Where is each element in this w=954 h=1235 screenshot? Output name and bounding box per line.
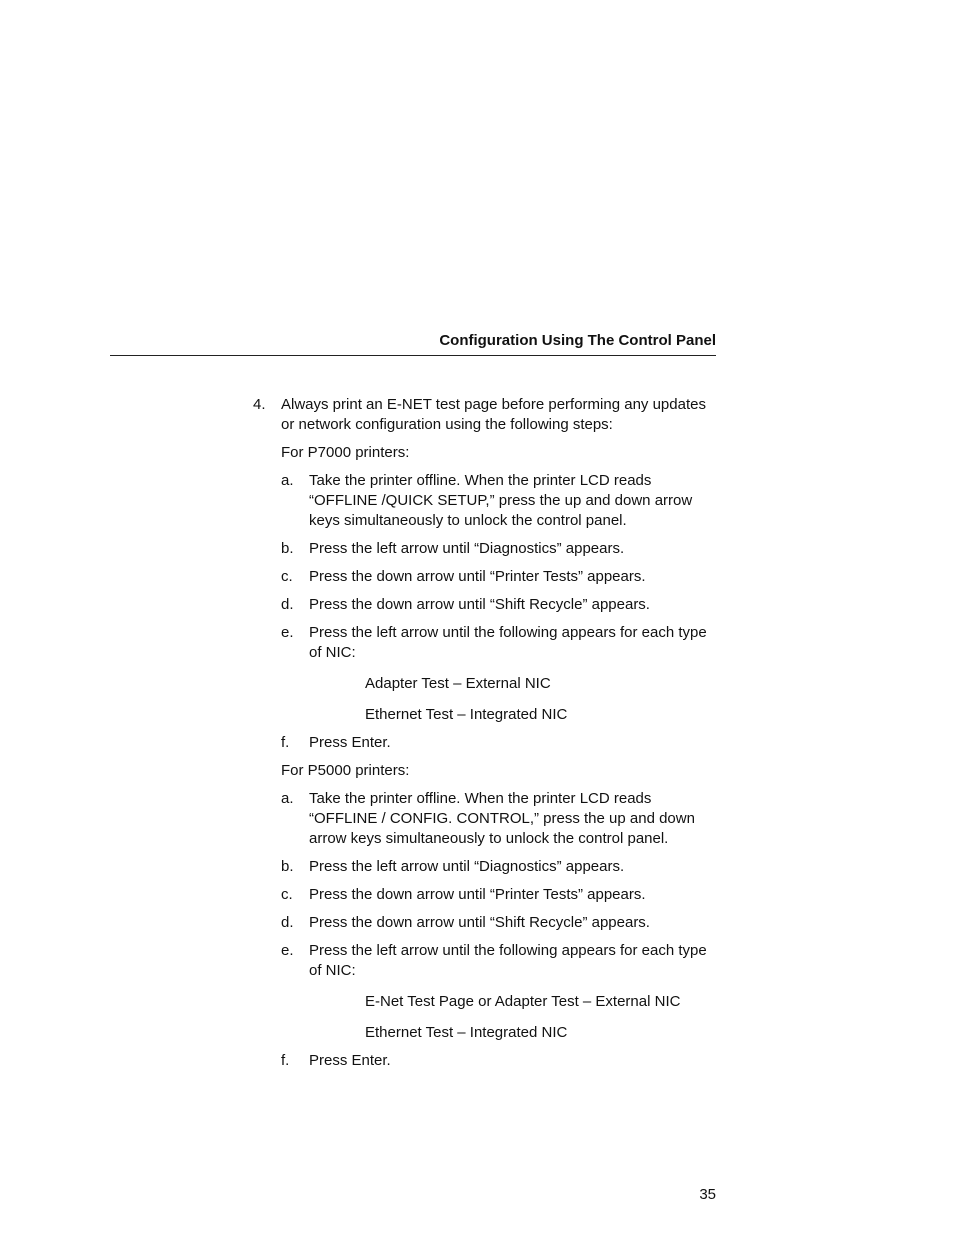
p5000-step-d	[281, 913, 723, 933]
item-text: Always print an E-NET test page before performing any updates or network configuration using the following steps:	[281, 396, 706, 433]
p7000-step-d	[281, 595, 723, 615]
header-divider	[110, 355, 716, 356]
step-letter: e.	[281, 942, 294, 959]
step-letter: f.	[281, 1052, 290, 1069]
p5000-step-c	[281, 885, 723, 905]
step-letter: c.	[281, 886, 293, 903]
step-text: Press the left arrow until “Diagnostics” appears.	[309, 540, 625, 557]
p7000-step-a	[281, 471, 723, 531]
step-text: Press the down arrow until “Printer Tests” appears.	[309, 568, 646, 585]
page-number: 35	[699, 1186, 716, 1203]
p5000-nic-line-integrated: Ethernet Test – Integrated NIC	[365, 1024, 568, 1041]
item-number: 4.	[253, 396, 266, 413]
p7000-intro: For P7000 printers:	[281, 444, 410, 461]
step-text: Press Enter.	[309, 1052, 391, 1069]
step-text: Press the left arrow until “Diagnostics” appears.	[309, 858, 625, 875]
p5000-step-e	[281, 941, 723, 981]
step-text: Press the down arrow until “Shift Recycle” appears.	[309, 596, 650, 613]
step-letter: c.	[281, 568, 293, 585]
step-text: Take the printer offline. When the printer LCD reads “OFFLINE /QUICK SETUP,” press the up and down arrow keys simultaneously to unlock the control panel.	[309, 472, 693, 529]
step-text: Press the down arrow until “Printer Tests” appears.	[309, 886, 646, 903]
step-letter: b.	[281, 858, 294, 875]
p7000-nic-line-integrated: Ethernet Test – Integrated NIC	[365, 706, 568, 723]
step-text: Press the down arrow until “Shift Recycle” appears.	[309, 914, 650, 931]
p7000-nic-line-external: Adapter Test – External NIC	[365, 675, 551, 692]
running-header-title: Configuration Using The Control Panel	[439, 332, 716, 349]
p7000-step-c	[281, 567, 723, 587]
numbered-item	[253, 395, 723, 435]
step-text: Take the printer offline. When the printer LCD reads “OFFLINE / CONFIG. CONTROL,” press the up and down arrow keys simultaneously to unlock the control panel.	[309, 790, 695, 847]
step-letter: f.	[281, 734, 290, 751]
step-letter: d.	[281, 914, 294, 931]
step-text: Press the left arrow until the following appears for each type of NIC:	[309, 624, 707, 661]
p5000-step-b	[281, 857, 723, 877]
step-letter: a.	[281, 790, 294, 807]
p5000-nic-line-external: E-Net Test Page or Adapter Test – External NIC	[365, 993, 681, 1010]
step-letter: d.	[281, 596, 294, 613]
p7000-step-b	[281, 539, 723, 559]
main-content	[253, 395, 723, 1071]
p7000-step-e	[281, 623, 723, 663]
p5000-step-f	[281, 1051, 723, 1071]
p5000-step-a	[281, 789, 723, 849]
step-letter: e.	[281, 624, 294, 641]
step-letter: a.	[281, 472, 294, 489]
step-text: Press Enter.	[309, 734, 391, 751]
step-letter: b.	[281, 540, 294, 557]
step-text: Press the left arrow until the following appears for each type of NIC:	[309, 942, 707, 979]
p5000-intro: For P5000 printers:	[281, 762, 410, 779]
p7000-step-f	[281, 733, 723, 753]
